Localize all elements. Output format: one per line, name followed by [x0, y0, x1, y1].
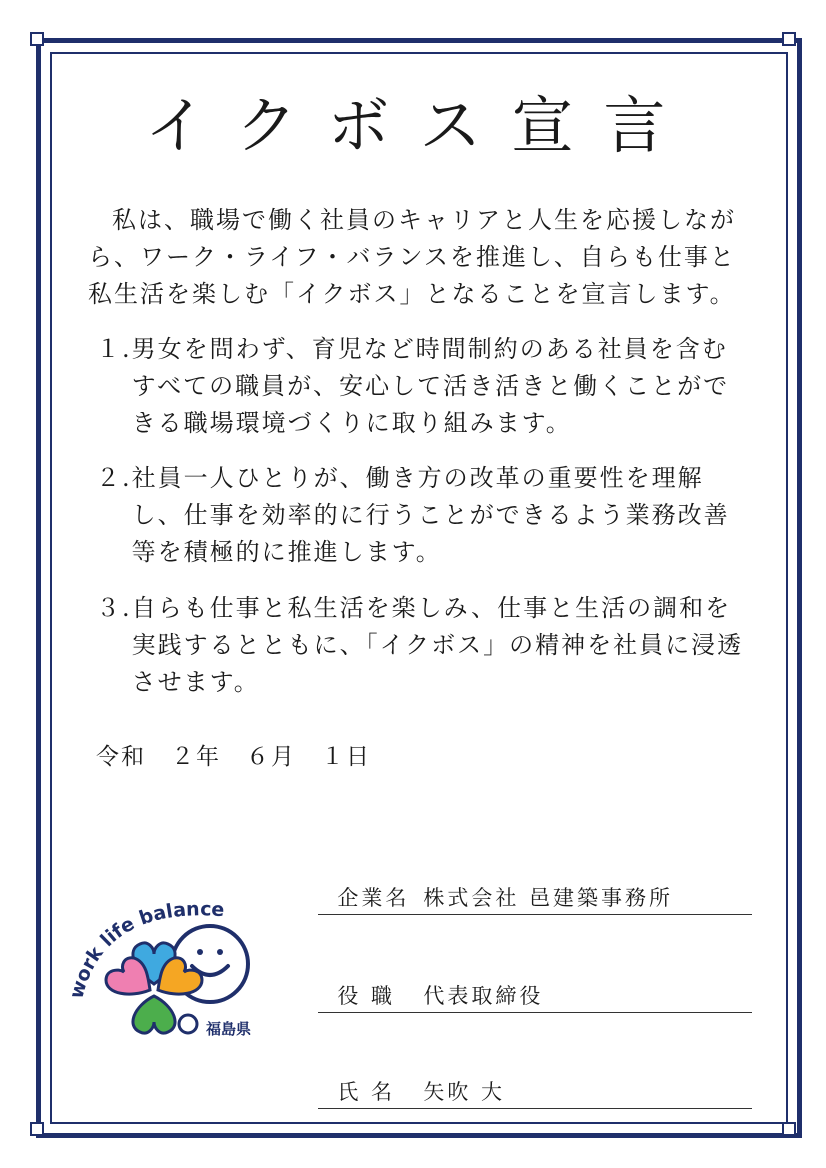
corner-ornament: [30, 1122, 44, 1136]
work-life-balance-logo: [64, 880, 264, 1050]
position-line: [318, 956, 752, 1013]
pledge-number: ３.: [96, 594, 132, 622]
logo-arc-text: work life balance: [65, 898, 226, 1002]
logo-region-text: 福島県: [206, 1020, 252, 1038]
corner-ornament: [30, 32, 44, 46]
pledge-text: 社員一人ひとりが、働き方の改革の重要性を理解し、仕事を効率的に行うことができるよう業務改善等を積極的に推進します。: [131, 464, 730, 566]
name-label: 氏 名: [337, 1080, 396, 1104]
pledge-number: １.: [96, 335, 132, 363]
declaration-date: 令和 ２年 ６月 １日: [96, 744, 371, 770]
pledge-item: [96, 590, 746, 701]
pledge-item: [96, 331, 746, 442]
company-label: 企業名: [337, 886, 410, 910]
pledge-number: ２.: [96, 464, 132, 492]
pledge-text: 自らも仕事と私生活を楽しみ、仕事と生活の調和を実践するとともに、「イクボス」の精神を社員に浸透させます。: [131, 594, 744, 696]
name-value: 矢吹 大: [423, 1080, 506, 1104]
company-line: [318, 858, 752, 915]
pledge-item: [96, 460, 746, 571]
corner-ornament: [782, 1122, 796, 1136]
position-value: 代表取締役: [423, 984, 544, 1008]
document-title: イクボス宣言: [144, 89, 696, 162]
pledge-text: 男女を問わず、育児など時間制約のある社員を含むすべての職員が、安心して活き活きと働くことができる職場環境づくりに取り組みます。: [131, 335, 730, 437]
corner-ornament: [782, 32, 796, 46]
intro-paragraph: 私は、職場で働く社員のキャリアと人生を応援しながら、ワーク・ライフ・バランスを推進し、自らも仕事と私生活を楽しむ「イクボス」となることを宣言します。: [88, 206, 736, 308]
position-label: 役 職: [337, 984, 396, 1008]
company-value: 株式会社 邑建築事務所: [423, 886, 674, 910]
name-line: [318, 1052, 752, 1109]
